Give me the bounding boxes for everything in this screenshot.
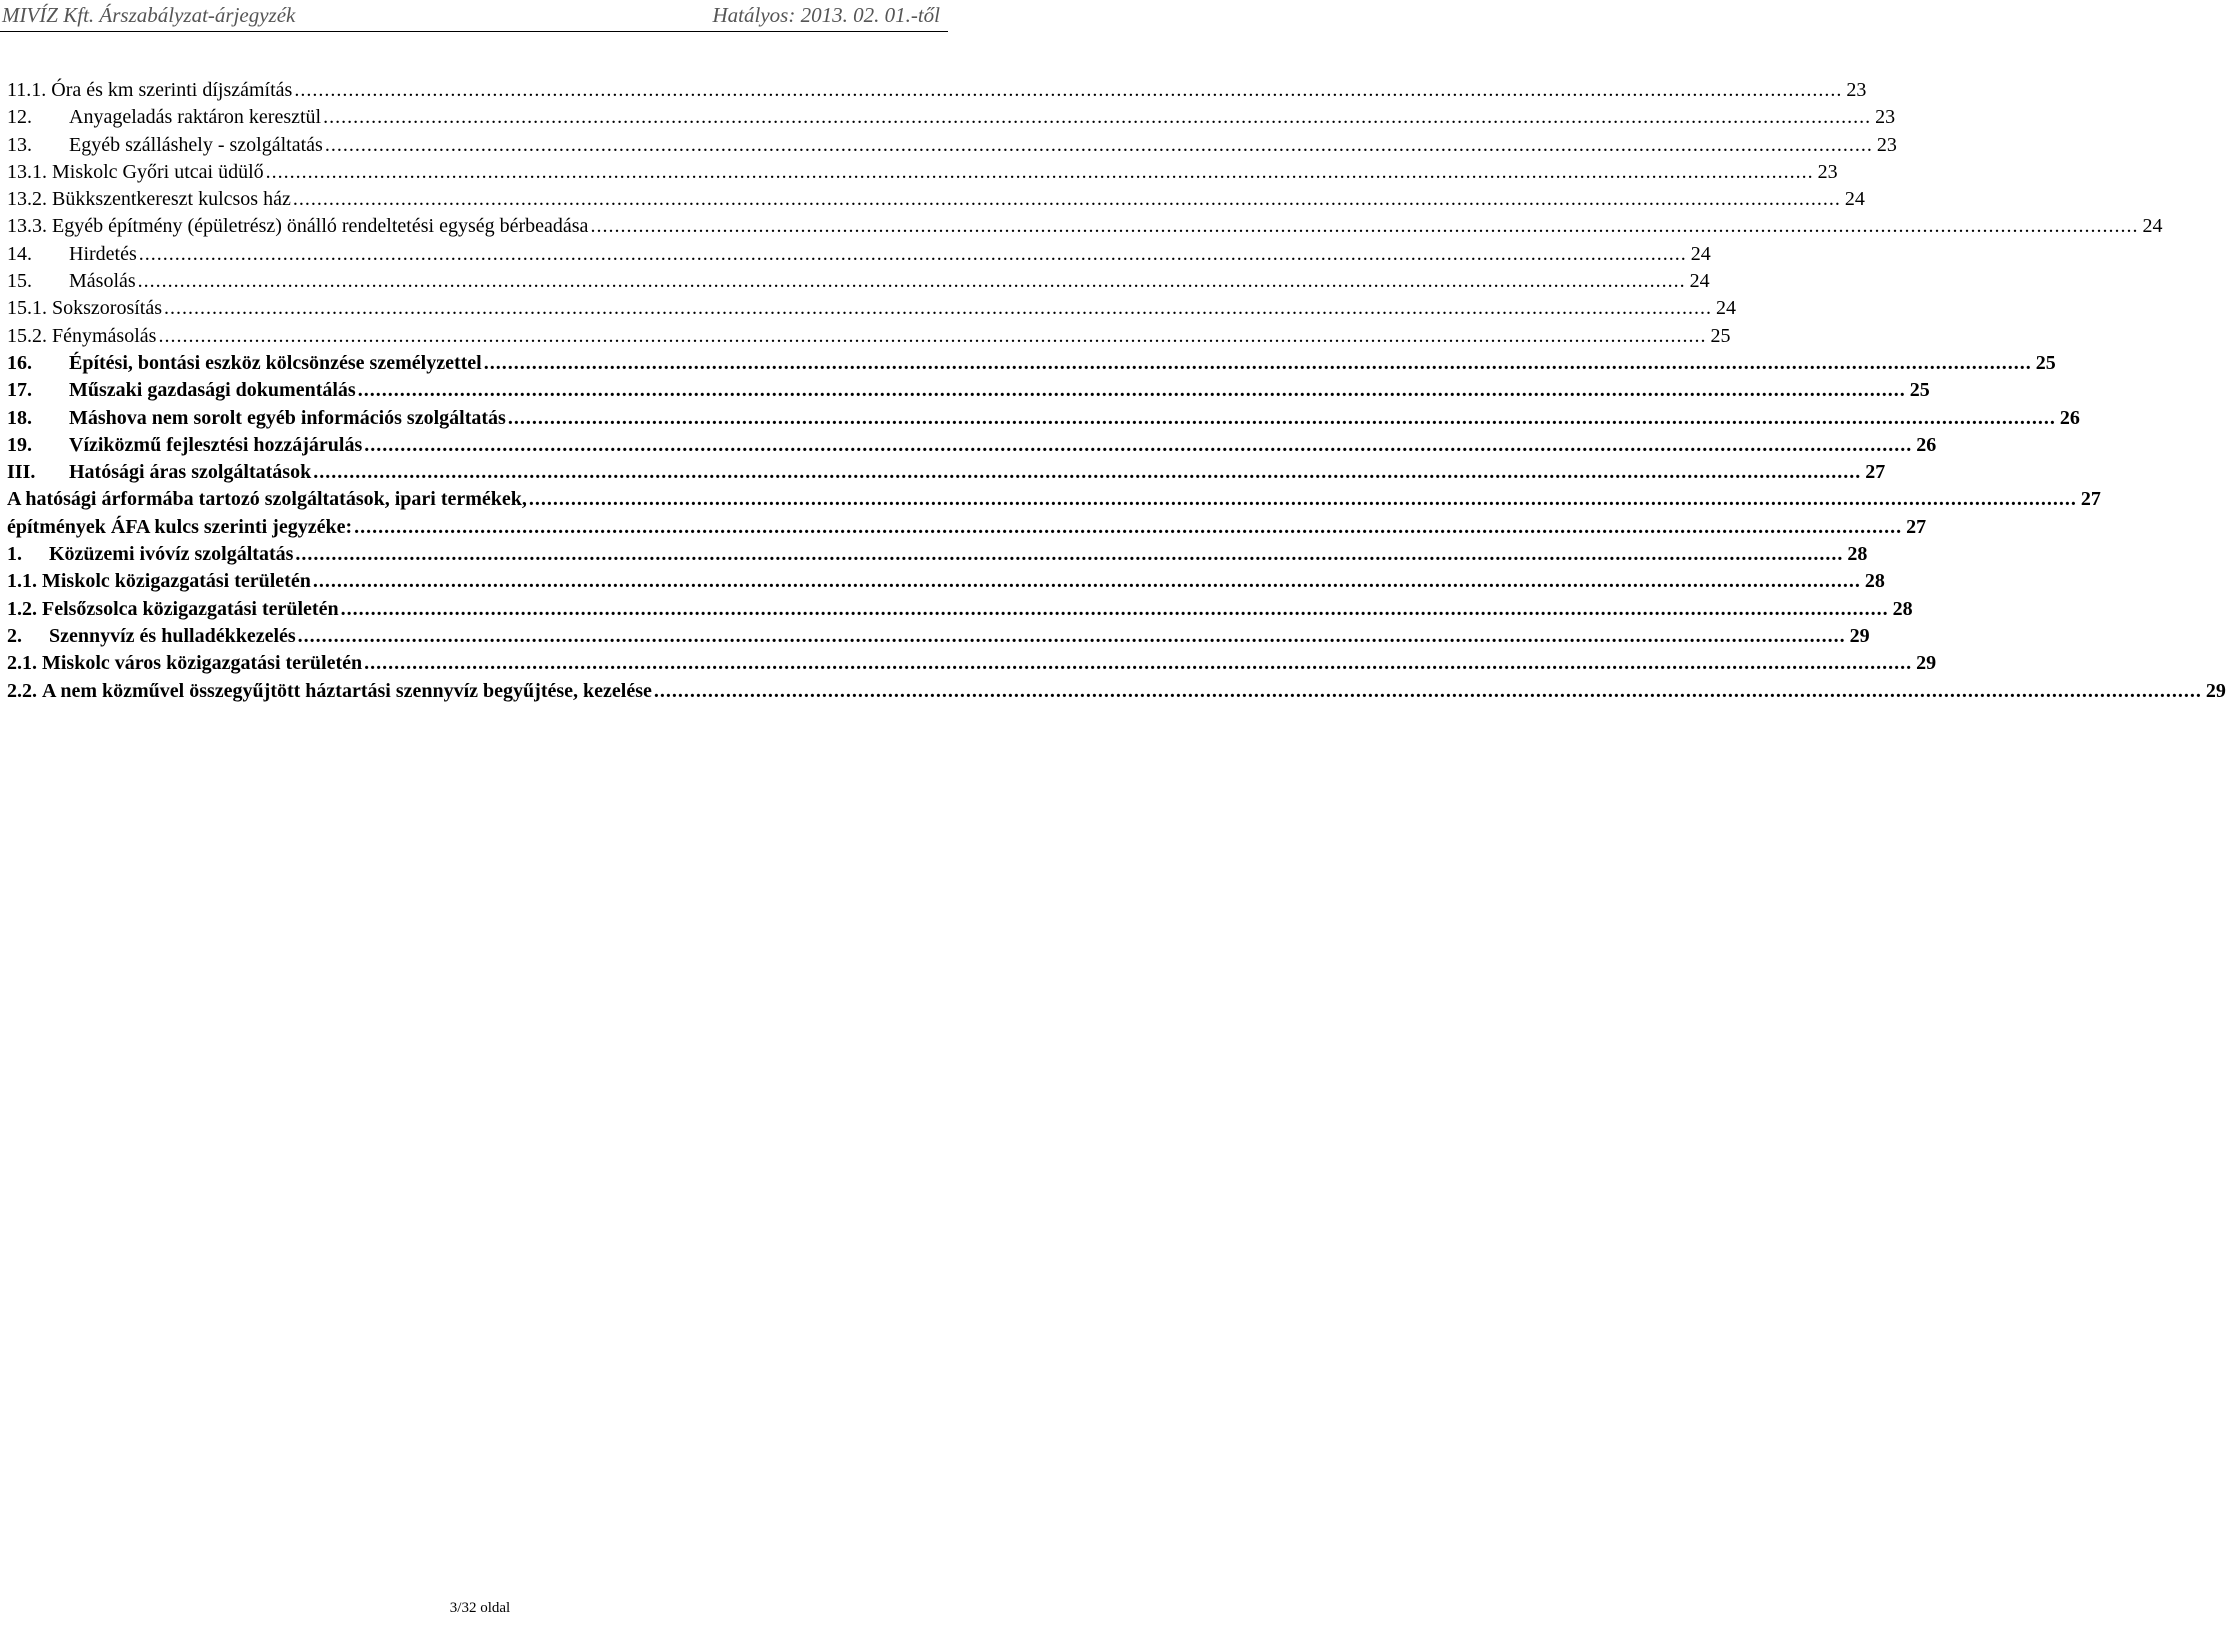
toc-dot-leader [137,241,1687,268]
toc-dot-leader [527,486,2077,513]
toc-entry-title: Máshova nem sorolt egyéb információs szolgáltatás [69,406,506,429]
toc-entry-page: 24 [1844,188,1865,211]
toc-entry-title: Bükkszentkereszt kulcsos ház [52,188,291,211]
toc-dot-leader [588,213,2138,240]
toc-entry-title: Fénymásolás [52,324,157,347]
toc-entry-number: 1. [7,543,27,566]
toc-entry-page: 23 [1846,79,1867,101]
toc-entry-number: 13.1. [7,160,52,183]
toc-entry-page: 27 [1906,515,1927,538]
toc-dot-leader [156,323,1706,350]
toc-dot-leader [482,350,2032,377]
toc-dot-leader [136,268,1686,295]
toc-entry[interactable] [7,213,2163,240]
toc-entry[interactable] [7,541,1868,568]
toc-entry-page: 28 [1864,570,1885,593]
toc-entry-page: 24 [1716,297,1736,320]
toc-entry-number: 11.1. [7,79,52,101]
toc-entry[interactable] [7,486,2101,513]
toc-entry[interactable] [7,596,1913,623]
toc-entry[interactable] [7,241,1711,268]
toc-entry-number: 16. [7,351,37,374]
toc-entry[interactable] [7,623,1870,650]
toc-entry-page: 25 [1909,379,1930,402]
toc-entry[interactable] [7,405,2080,432]
toc-entry-page: 24 [1690,242,1711,265]
toc-entry[interactable] [7,323,1731,350]
toc-entry-page: 24 [2142,215,2163,238]
toc-entry-title: Óra és km szerinti díjszámítás [51,79,293,101]
toc-entry-title: Egyéb építmény (épületrész) önálló rendeltetési egység bérbeadása [52,215,589,238]
toc-entry-page: 24 [1689,270,1710,293]
toc-entry[interactable] [7,459,1886,486]
toc-dot-leader [652,678,2202,705]
toc-entry-number: 13.2. [7,188,52,211]
toc-entry-number: 12. [7,106,37,129]
header-effective-date: Hatályos: 2013. 02. 01.-től [712,3,940,27]
toc-entry[interactable] [7,268,1710,295]
toc-entry-number: 13.3. [7,215,52,238]
toc-entry-page: 27 [2080,488,2101,511]
toc-entry[interactable] [7,568,1885,595]
toc-entry[interactable] [7,186,1865,213]
toc-entry-page: 29 [1849,624,1870,647]
toc-entry-title: Víziközmű fejlesztési hozzájárulás [69,433,363,456]
toc-entry-page: 29 [1916,652,1937,675]
toc-entry-page: 25 [2035,351,2056,374]
toc-entry-page: 28 [1847,543,1868,566]
toc-entry[interactable] [7,350,2056,377]
toc-dot-leader [506,405,2056,432]
toc-entry-page: 23 [1817,160,1838,183]
toc-dot-leader [264,159,1814,186]
toc-entry[interactable] [7,678,2226,705]
toc-entry-number: 19. [7,433,37,456]
toc-entry-title: Felsőzsolca közigazgatási területén [42,597,339,620]
toc-dot-leader [323,132,1873,159]
toc-entry-number: 17. [7,379,37,402]
toc-dot-leader [362,650,1912,677]
toc-entry[interactable] [7,159,1838,186]
toc-entry-title: Másolás [69,270,136,293]
toc-entry-title: A hatósági árformába tartozó szolgáltatások, ipari termékek, [7,488,527,511]
toc-dot-leader [339,596,1889,623]
toc-entry-number: 2.2. [7,679,42,702]
toc-entry-title: Műszaki gazdasági dokumentálás [69,379,356,402]
toc-dot-leader [311,459,1861,486]
toc-entry-number: 18. [7,406,37,429]
toc-dot-leader [162,295,1712,322]
toc-entry-page: 25 [1710,324,1731,347]
toc-entry-page: 26 [2059,406,2080,429]
toc-entry-title: Közüzemi ivóvíz szolgáltatás [49,543,294,566]
table-of-contents [7,77,2226,705]
toc-entry-number: 15.2. [7,324,52,347]
toc-entry-number: 2. [7,624,27,647]
toc-entry-title: Hirdetés [69,242,137,265]
toc-entry[interactable] [7,104,1896,131]
toc-entry-number: 1.1. [7,570,42,593]
toc-dot-leader [311,568,1861,595]
toc-entry-title: Egyéb szálláshely - szolgáltatás [69,133,323,156]
toc-entry-page: 29 [2205,679,2226,702]
toc-dot-leader [321,104,1871,131]
toc-entry[interactable] [7,650,1937,677]
toc-entry-title: építmények ÁFA kulcs szerinti jegyzéke: [7,515,353,538]
page-number-footer: 3/32 oldal [449,1600,511,1616]
toc-entry-number: 15.1. [7,297,52,320]
toc-entry[interactable] [7,377,1930,404]
toc-entry-title: Miskolc Győri utcai üdülő [52,160,264,183]
toc-entry-page: 23 [1876,133,1897,156]
toc-entry-title: Hatósági áras szolgáltatások [69,461,312,484]
toc-entry-page: 27 [1865,461,1886,484]
toc-entry-title: A nem közművel összegyűjtött háztartási szennyvíz begyűjtése, kezelése [42,679,652,702]
toc-entry-number: III. [7,461,41,484]
toc-dot-leader [292,77,1842,104]
toc-entry-number: 15. [7,270,37,293]
toc-entry[interactable] [7,295,1736,322]
toc-entry-title: Miskolc közigazgatási területén [42,570,311,593]
toc-entry-page: 26 [1916,433,1937,456]
toc-dot-leader [352,514,1902,541]
toc-entry-page: 28 [1892,597,1913,620]
toc-dot-leader [356,377,1906,404]
toc-entry-title: Szennyvíz és hulladékkezelés [49,624,296,647]
toc-entry-number: 2.1. [7,652,42,675]
toc-entry[interactable] [7,77,1867,104]
toc-dot-leader [293,541,1843,568]
toc-dot-leader [291,186,1841,213]
toc-entry-title: Építési, bontási eszköz kölcsönzése személyzettel [69,351,482,374]
toc-dot-leader [296,623,1846,650]
toc-entry-number: 1.2. [7,597,42,620]
toc-entry-number: 13. [7,133,37,156]
toc-entry-page: 23 [1875,106,1896,129]
toc-entry[interactable] [7,432,1937,459]
toc-entry-title: Miskolc város közigazgatási területén [42,652,363,675]
page-header [0,3,948,32]
toc-entry-title: Anyageladás raktáron keresztül [69,106,322,129]
toc-dot-leader [362,432,1912,459]
toc-entry[interactable] [7,132,1897,159]
toc-entry[interactable] [7,514,1927,541]
toc-entry-number: 14. [7,242,37,265]
toc-entry-title: Sokszorosítás [52,297,162,320]
header-company-title: MIVÍZ Kft. Árszabályzat-árjegyzék [2,3,296,27]
